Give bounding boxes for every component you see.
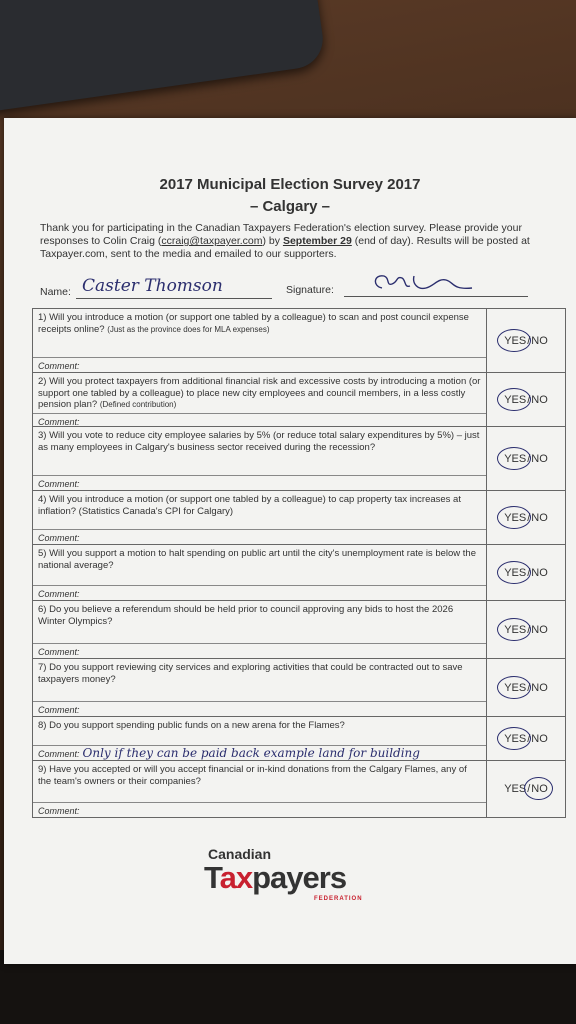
- contact-email: ccraig@taxpayer.com: [161, 235, 263, 247]
- question-text: 2) Will you protect taxpayers from additional financial risk and excessive costs by introducing a motion (or support one tabled by a colleague) to place new city employees and council members, in a less costly pension plan? (Defined contribution): [38, 376, 481, 410]
- survey-subtitle: – Calgary –: [249, 198, 331, 215]
- no-option[interactable]: NO: [531, 566, 548, 579]
- answer-cell: YES / NO: [504, 732, 548, 745]
- logo-sub-text: FEDERATION: [314, 896, 363, 902]
- question-row: [33, 309, 565, 373]
- comment-label: Comment:: [38, 749, 80, 759]
- comment-field[interactable]: [33, 475, 486, 490]
- comment-value: Only if they can be paid back example land for building: [82, 746, 420, 760]
- yes-option[interactable]: YES: [504, 732, 527, 745]
- question-cell: [33, 309, 487, 372]
- comment-field[interactable]: [33, 802, 486, 817]
- deadline: September 29: [282, 235, 352, 247]
- yes-option[interactable]: YES: [504, 393, 527, 406]
- survey-sheet: [4, 118, 576, 964]
- answer-cell: YES / NO: [504, 393, 548, 406]
- question-text: 9) Have you accepted or will you accept financial or in-kind donations from the Calgary Flames, any of the team's owners or their companies?: [38, 764, 467, 787]
- question-cell: [33, 491, 487, 544]
- answer-cell: YES / NO: [504, 566, 548, 579]
- name-line: [76, 298, 272, 299]
- question-cell: [33, 761, 487, 817]
- question-row: [33, 545, 565, 601]
- intro-paragraph: [40, 222, 540, 261]
- question-cell: [33, 545, 487, 600]
- answer-cell: YES / NO: [504, 681, 548, 694]
- comment-field[interactable]: [33, 745, 486, 760]
- name-label: Name:: [40, 286, 71, 298]
- comment-field[interactable]: [33, 529, 486, 544]
- no-option[interactable]: NO: [531, 783, 548, 795]
- question-text: 5) Will you support a motion to halt spending on public art until the city's unemployment rate is below the national average?: [38, 548, 476, 571]
- answer-cell: YES / NO: [504, 511, 548, 524]
- yes-option[interactable]: YES: [504, 334, 527, 347]
- comment-field[interactable]: [33, 643, 486, 658]
- answer-cell: YES / NO: [504, 452, 548, 465]
- question-row: [33, 491, 565, 545]
- name-value: Caster Thomson: [82, 276, 223, 296]
- comment-label: Comment:: [38, 533, 80, 543]
- answer-cell: YES / NO: [504, 334, 548, 347]
- logo-top-text: Canadian: [208, 846, 272, 862]
- yes-option[interactable]: YES: [504, 566, 527, 579]
- yes-option[interactable]: YES: [504, 681, 527, 694]
- yes-option[interactable]: YES: [504, 511, 527, 524]
- question-cell: [33, 373, 487, 426]
- answer-cell: YES / NO: [504, 783, 548, 795]
- no-option[interactable]: NO: [531, 393, 548, 406]
- question-row: [33, 761, 565, 817]
- question-note: (Defined contribution): [99, 400, 177, 409]
- logo-main-text: Taxpayers: [204, 860, 347, 895]
- intro-text-3: (end of day). Results will be posted at Taxpayer.com, sent to the media and emailed to our supporters.: [40, 235, 530, 260]
- comment-label: Comment:: [38, 361, 80, 371]
- comment-label: Comment:: [38, 589, 80, 599]
- yes-option[interactable]: YES: [504, 452, 527, 465]
- signature-label: Signature:: [286, 284, 334, 296]
- question-text: 3) Will you vote to reduce city employee salaries by 5% (or reduce total salary expenditures by 5%) – just as many employees in Calgary's business sector received during the recession?: [38, 430, 480, 453]
- question-text: 8) Do you support spending public funds on a new arena for the Flames?: [38, 720, 345, 731]
- comment-field[interactable]: [33, 413, 486, 427]
- question-note: (Just as the province does for MLA expenses): [107, 324, 270, 334]
- question-cell: [33, 601, 487, 658]
- question-row: [33, 373, 565, 427]
- no-option[interactable]: NO: [531, 452, 548, 465]
- question-row: [33, 717, 565, 761]
- no-option[interactable]: NO: [531, 681, 548, 694]
- comment-label: Comment:: [38, 479, 80, 489]
- intro-text-1: Thank you for participating in the Canadian Taxpayers Federation's election survey. Please provide your responses to Colin Craig (: [40, 222, 522, 247]
- comment-label: Comment:: [38, 705, 80, 715]
- question-row: [33, 427, 565, 491]
- question-text: 7) Do you support reviewing city services and exploring activities that could be contracted out to save taxpayers money?: [38, 662, 463, 685]
- comment-label: Comment:: [38, 806, 80, 816]
- no-option[interactable]: NO: [531, 623, 548, 636]
- question-cell: [33, 717, 487, 760]
- survey-table: [32, 308, 566, 818]
- no-option[interactable]: NO: [531, 511, 548, 524]
- question-row: [33, 659, 565, 717]
- yes-option[interactable]: YES: [504, 623, 527, 636]
- no-option[interactable]: NO: [531, 732, 548, 745]
- intro-text-2: ) by: [262, 235, 283, 247]
- question-cell: [33, 659, 487, 716]
- question-text: 1) Will you introduce a motion (or support one tabled by a colleague) to scan and post council expense receipts online? (Just as the province does for MLA expenses): [38, 312, 469, 335]
- survey-title: 2017 Municipal Election Survey 2017: [159, 176, 421, 193]
- question-cell: [33, 427, 487, 490]
- no-option[interactable]: NO: [531, 334, 548, 347]
- comment-field[interactable]: [33, 357, 486, 372]
- answer-cell: YES / NO: [504, 623, 548, 636]
- question-text: 4) Will you introduce a motion (or support one tabled by a colleague) to cap property tax increases at inflation? (Statistics Canada's CPI for Calgary): [38, 494, 461, 517]
- comment-field[interactable]: [33, 585, 486, 600]
- comment-label: Comment:: [38, 647, 80, 657]
- comment-label: Comment:: [38, 416, 80, 426]
- ctf-logo: [204, 846, 384, 906]
- yes-option[interactable]: YES: [504, 783, 527, 795]
- question-text: 6) Do you believe a referendum should be held prior to council approving any bids to host the 2026 Winter Olympics?: [38, 604, 454, 627]
- comment-field[interactable]: [33, 701, 486, 716]
- signature-line: [344, 296, 528, 297]
- signature-scribble: [368, 270, 478, 296]
- question-row: [33, 601, 565, 659]
